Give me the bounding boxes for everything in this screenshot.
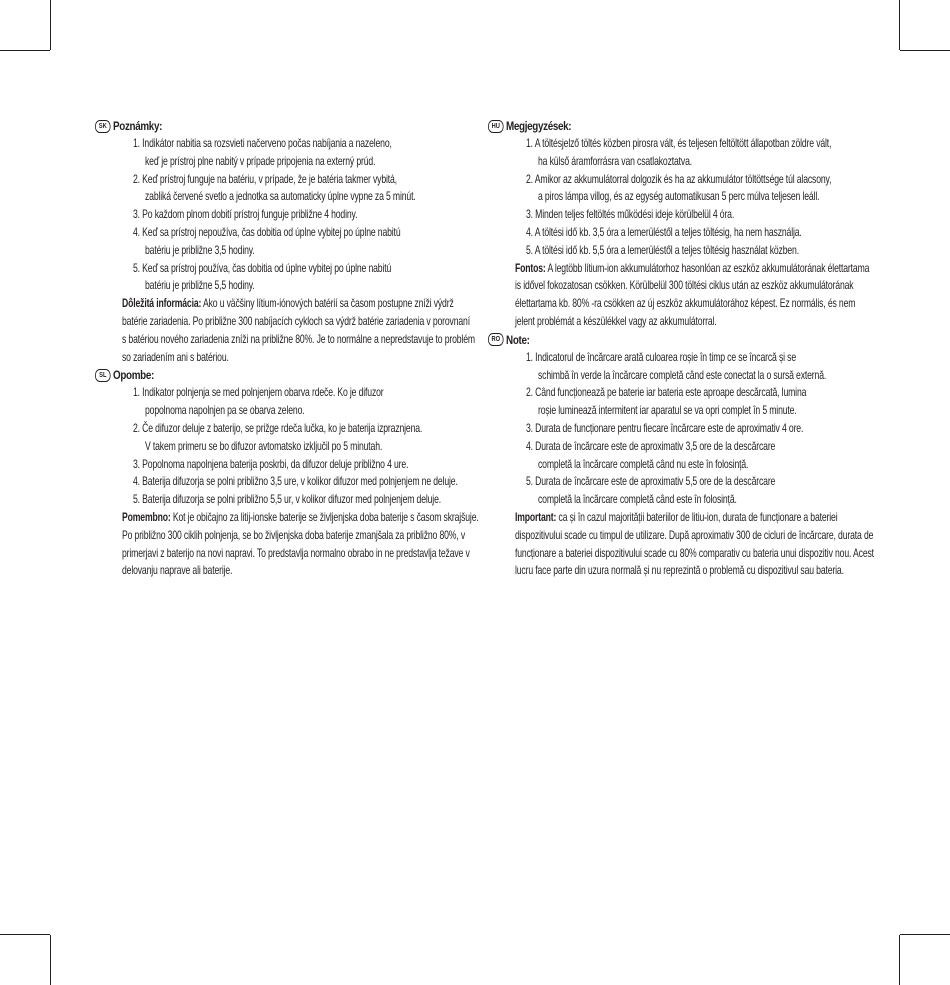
note-line: 4. Keď sa prístroj nepoužíva, čas dobitia od úplne vybitej po úplne nabitú — [133, 224, 401, 239]
right-column — [488, 117, 874, 580]
important-text: Kot je običajno za litij-ionske baterije se življenjska doba baterije s časom skrajšuje. — [170, 509, 479, 524]
section-title: Note: — [506, 332, 530, 347]
note-line: 3. Popolnoma napolnjena baterija poskrbi, da difuzor deluje približno 4 ure. — [133, 456, 409, 471]
crop-mark-top-right-h — [900, 50, 950, 51]
important-line: primerjavi z baterijo na novi napravi. To predstavlja normalno obrabo in ne predstavlja težave v — [122, 545, 470, 560]
note-line: 5. A töltési idő kb. 5,5 óra a lemerüléstől a teljes töltésig használat közben. — [526, 242, 799, 257]
note-line: 2. Če difuzor deluje z baterijo, se prižge rdeča lučka, ko je baterija izpraznjena. — [133, 420, 423, 435]
note-line: 4. Durata de încărcare este de aproximativ 3,5 ore de la descărcare — [526, 438, 776, 453]
important-paragraph — [122, 509, 479, 527]
important-text: A legtöbb lítium-ion akkumulátorhoz hasonlóan az eszköz akkumulátorának élettartama — [545, 260, 870, 275]
note-line: roșie luminează intermitent iar aparatul se va opri complet în 5 minute. — [538, 403, 797, 418]
important-line: jelent problémát a készülékkel vagy az akkumulátorral. — [515, 313, 717, 328]
note-line: 3. Durata de funcționare pentru fiecare încărcare este de aproximativ 4 ore. — [526, 420, 804, 435]
note-line: 5. Durata de încărcare este de aproximativ 5,5 ore de la descărcare — [526, 474, 776, 489]
note-line: 2. Amikor az akkumulátorral dolgozik és ha az akkumulátor töltöttsége túl alacsony, — [526, 171, 832, 186]
note-line: 2. Când funcționează pe baterie iar bateria este aproape descărcată, lumina — [526, 385, 807, 400]
section-sk — [95, 117, 475, 366]
important-paragraph — [122, 295, 454, 313]
important-line: delovanju naprave ali baterije. — [122, 563, 233, 578]
important-paragraph — [515, 509, 838, 527]
important-paragraph — [515, 260, 870, 278]
important-label: Dôležitá informácia: — [122, 296, 202, 311]
crop-mark-bottom-right — [899, 935, 900, 985]
note-line: schimbă în verde la încărcare completă când este conectat la o sursă externă. — [538, 367, 827, 382]
crop-mark-top-left-h — [0, 50, 50, 51]
note-line: completă la încărcare completă când nu este în folosință. — [538, 456, 749, 471]
language-badge-hu: HU — [488, 120, 504, 133]
section-title: Poznámky: — [113, 119, 163, 133]
note-line: 4. Baterija difuzorja se polni približno 3,5 ure, v kolikor difuzor med polnjenjem ne deluje. — [133, 474, 458, 489]
note-line: completă la încărcare completă când este în folosință. — [538, 492, 737, 507]
crop-mark-top-left — [50, 0, 51, 50]
important-line: batérie zariadenia. Po približne 300 nabíjacích cykloch sa výdrž batérie zariadenia v porovnaní — [122, 313, 470, 328]
important-line: lucru face parte din uzura normală și nu reprezintă o problemă cu dispozitivul sau bateria. — [515, 563, 844, 578]
important-line: élettartama kb. 80% -ra csökken az új eszköz akkumulátorához képest. Ez normális, és nem — [515, 296, 856, 311]
important-line: dispozitivului scade cu timpul de utilizare. După aproximativ 300 de cicluri de încărcare, durata de — [515, 527, 874, 542]
note-line: 1. Indicatorul de încărcare arată culoarea roșie în timp ce se încarcă și se — [526, 349, 796, 364]
note-line: 1. A töltésjelző töltés közben pirosra vált, és teljesen feltöltött állapotban zöldre vált, — [526, 136, 832, 150]
note-line: 3. Po každom plnom dobití prístroj funguje približne 4 hodiny. — [133, 207, 358, 222]
crop-mark-bottom-right-h — [900, 934, 950, 935]
section-title: Megjegyzések: — [506, 119, 572, 133]
section-sl — [95, 366, 479, 580]
important-line: s batériou nového zariadenia zníži na približne 80%. Je to normálne a nepredstavuje to problém — [122, 331, 475, 346]
crop-mark-bottom-left — [50, 935, 51, 985]
important-line: is idővel fokozatosan csökken. Körülbelül 300 töltési ciklus után az eszköz akkumulátorának — [515, 278, 854, 293]
note-line: a piros lámpa villog, és az egység automatikusan 5 perc múlva teljesen leáll. — [538, 189, 820, 204]
note-line: 1. Indikator polnjenja se med polnjenjem obarva rdeče. Ko je difuzor — [133, 385, 384, 400]
note-line: popolnoma napolnjen pa se obarva zeleno. — [145, 403, 305, 418]
section-heading — [95, 117, 390, 135]
note-line: V takem primeru se bo difuzor avtomatsko izključil po 5 minutah. — [145, 438, 383, 453]
section-ro — [488, 331, 874, 580]
section-hu — [488, 117, 870, 331]
note-line: zabliká červené svetlo a jednotka sa automaticky úplne vypne za 5 minút. — [145, 189, 416, 204]
important-label: Pomembno: — [122, 509, 171, 524]
note-line: 4. A töltési idő kb. 3,5 óra a lemerüléstől a teljes töltésig, ha nem használja. — [526, 224, 802, 239]
important-label: Important: — [515, 509, 557, 524]
section-heading — [95, 366, 390, 384]
important-line: Po približno 300 ciklih polnjenja, se bo življenjska doba baterije zmanjšala za približno 80%, v — [122, 527, 466, 542]
left-column — [95, 117, 479, 580]
note-line: 2. Keď prístroj funguje na batériu, v prípade, že je batéria takmer vybitá, — [133, 171, 397, 186]
note-line: 1. Indikátor nabitia sa rozsvieti načerveno počas nabíjania a nazeleno, — [133, 136, 392, 150]
language-badge-sk: SK — [95, 120, 111, 133]
important-line: funcționare a bateriei dispozitivului scade cu 80% comparativ cu bateria unui dispozitiv nou. Acest — [515, 545, 874, 560]
important-line: so zariadením ani s batériou. — [122, 349, 229, 364]
important-label: Fontos: — [515, 260, 546, 275]
note-line: 5. Keď sa prístroj používa, čas dobitia od úplne vybitej po úplne nabitú — [133, 260, 392, 275]
note-line: 5. Baterija difuzorja se polni približno 5,5 ur, v kolikor difuzor med polnjenjem deluje. — [133, 492, 442, 507]
section-title: Opombe: — [113, 368, 154, 383]
language-badge-ro: RO — [488, 333, 504, 346]
important-text: Ako u väčšiny lítium-iónových batérií sa časom postupne zníži výdrž — [201, 296, 454, 311]
crop-mark-top-right — [899, 0, 900, 50]
section-heading — [488, 117, 787, 135]
note-line: batériu je približne 5,5 hodiny. — [145, 278, 255, 293]
section-heading — [488, 331, 787, 349]
crop-mark-bottom-left-h — [0, 934, 50, 935]
note-line: ha külső áramforrásra van csatlakoztatva. — [538, 153, 693, 168]
language-badge-sl: SL — [95, 369, 111, 382]
important-text: ca și în cazul majorității bateriilor de litiu-ion, durata de funcționare a bateriei — [556, 509, 838, 524]
note-line: batériu je približne 3,5 hodiny. — [145, 242, 255, 257]
note-line: 3. Minden teljes feltöltés működési ideje körülbelül 4 óra. — [526, 207, 735, 222]
note-line: keď je prístroj plne nabitý v prípade pripojenia na externý prúd. — [145, 153, 376, 168]
